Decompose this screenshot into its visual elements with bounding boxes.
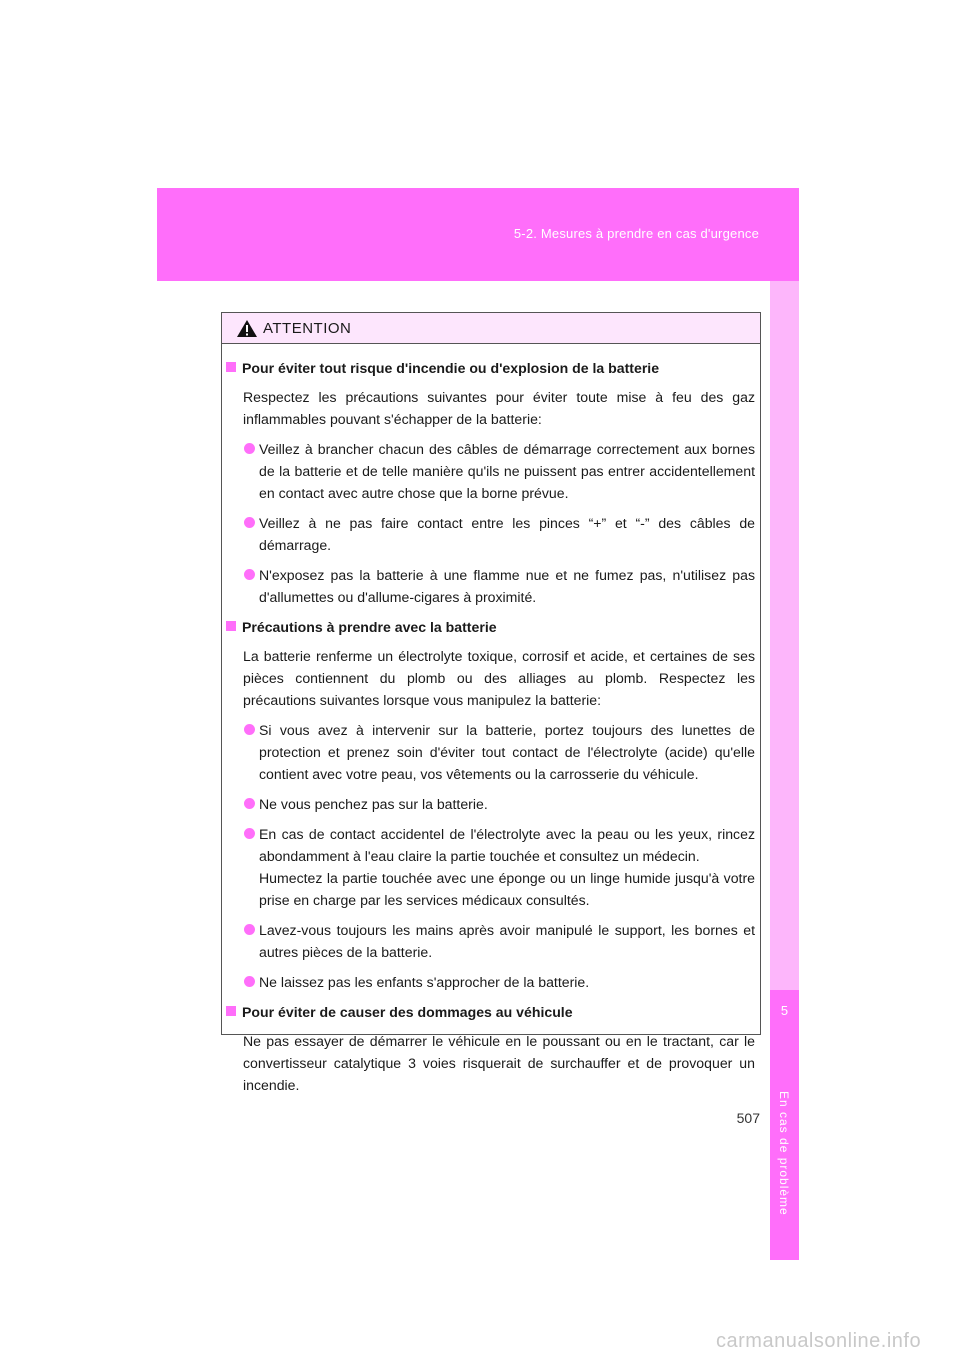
warning-header [222, 313, 760, 344]
warning-box [221, 312, 761, 1093]
warning-title: ATTENTION [263, 319, 352, 337]
section-text: La batterie renferme un électrolyte toxique, corrosif et acide, et certaines de ses pièces contiennent du plomb ou des alliages au plomb. Respectez les précautions suivantes lorsque vous manipulez la batterie: [243, 648, 755, 708]
bullet-text: En cas de contact accidentel de l'électrolyte avec la peau ou les yeux, rincez abondamment à l'eau claire la partie touchée et consultez un médecin. [259, 826, 755, 864]
section-title-text: Pour éviter tout risque d'incendie ou d'explosion de la batterie [242, 360, 660, 376]
bullet-text-extra: Humectez la partie touchée avec une éponge ou un linge humide jusqu'à votre prise en charge par les services médicaux consultés. [259, 870, 755, 908]
section-square-icon [226, 621, 236, 631]
bullet-text: N'exposez pas la batterie à une flamme nue et ne fumez pas, n'utilisez pas d'allumettes ou d'allume-cigares à proximité. [259, 567, 755, 605]
bullet-text: Si vous avez à intervenir sur la batterie, portez toujours des lunettes de protection et prenez soin d'éviter tout contact de l'électrolyte (acide) qu'elle contient avec votre peau, vos vêtements ou la carrosserie du véhicule. [259, 722, 755, 782]
section-square-icon [226, 362, 236, 372]
bullet-dot-icon [244, 976, 255, 987]
bullet-dot-icon [244, 517, 255, 528]
bullet-dot-icon [244, 443, 255, 454]
section-title-battery [226, 616, 755, 638]
chapter-title: En cas de problème [777, 1091, 791, 1216]
bullet-dot-icon [244, 828, 255, 839]
bullet-text: Ne vous penchez pas sur la batterie. [259, 796, 488, 812]
bullet-dot-icon [244, 798, 255, 809]
bullet-item [226, 719, 755, 785]
chapter-side-tab [770, 281, 799, 1216]
bullet-item [226, 919, 755, 963]
section-header-title: 5-2. Mesures à prendre en cas d'urgence [513, 226, 759, 241]
warning-body [222, 344, 760, 1096]
section-title-vehicle [226, 1001, 755, 1023]
section-title-fire [226, 357, 755, 379]
bullet-item [226, 793, 755, 815]
section-text: Respectez les précautions suivantes pour éviter toute mise à feu des gaz inflammables pouvant s'échapper de la batterie: [243, 389, 755, 427]
bullet-dot-icon [244, 724, 255, 735]
bullet-text: Ne laissez pas les enfants s'approcher de la batterie. [259, 974, 590, 990]
header-band [157, 188, 799, 281]
bullet-item [226, 438, 755, 504]
warning-triangle-icon [236, 319, 258, 338]
bullet-dot-icon [244, 569, 255, 580]
section-title-text: Pour éviter de causer des dommages au véhicule [242, 1004, 573, 1020]
bullet-item [226, 564, 755, 608]
bullet-item [226, 512, 755, 556]
section-title-text: Précautions à prendre avec la batterie [242, 619, 497, 635]
bullet-text: Veillez à brancher chacun des câbles de démarrage correctement aux bornes de la batterie et de telle manière qu'ils ne puissent pas entrer accidentellement en contact avec autre chose que la borne prévue. [259, 441, 755, 501]
bullet-dot-icon [244, 924, 255, 935]
section-square-icon [226, 1006, 236, 1016]
page-number: 507 [736, 1110, 760, 1126]
bullet-item [226, 971, 755, 993]
bullet-text: Lavez-vous toujours les mains après avoir manipulé le support, les bornes et autres pièces de la batterie. [259, 922, 755, 960]
bullet-item [226, 823, 755, 911]
bullet-text: Veillez à ne pas faire contact entre les pinces “+” et “-” des câbles de démarrage. [259, 515, 755, 553]
chapter-number: 5 [780, 1003, 789, 1018]
section-text: Ne pas essayer de démarrer le véhicule en le poussant ou en le tractant, car le convertisseur catalytique 3 voies risquerait de surchauffer et de provoquer un incendie. [243, 1033, 755, 1093]
watermark: carmanualsonline.info [716, 1330, 922, 1352]
